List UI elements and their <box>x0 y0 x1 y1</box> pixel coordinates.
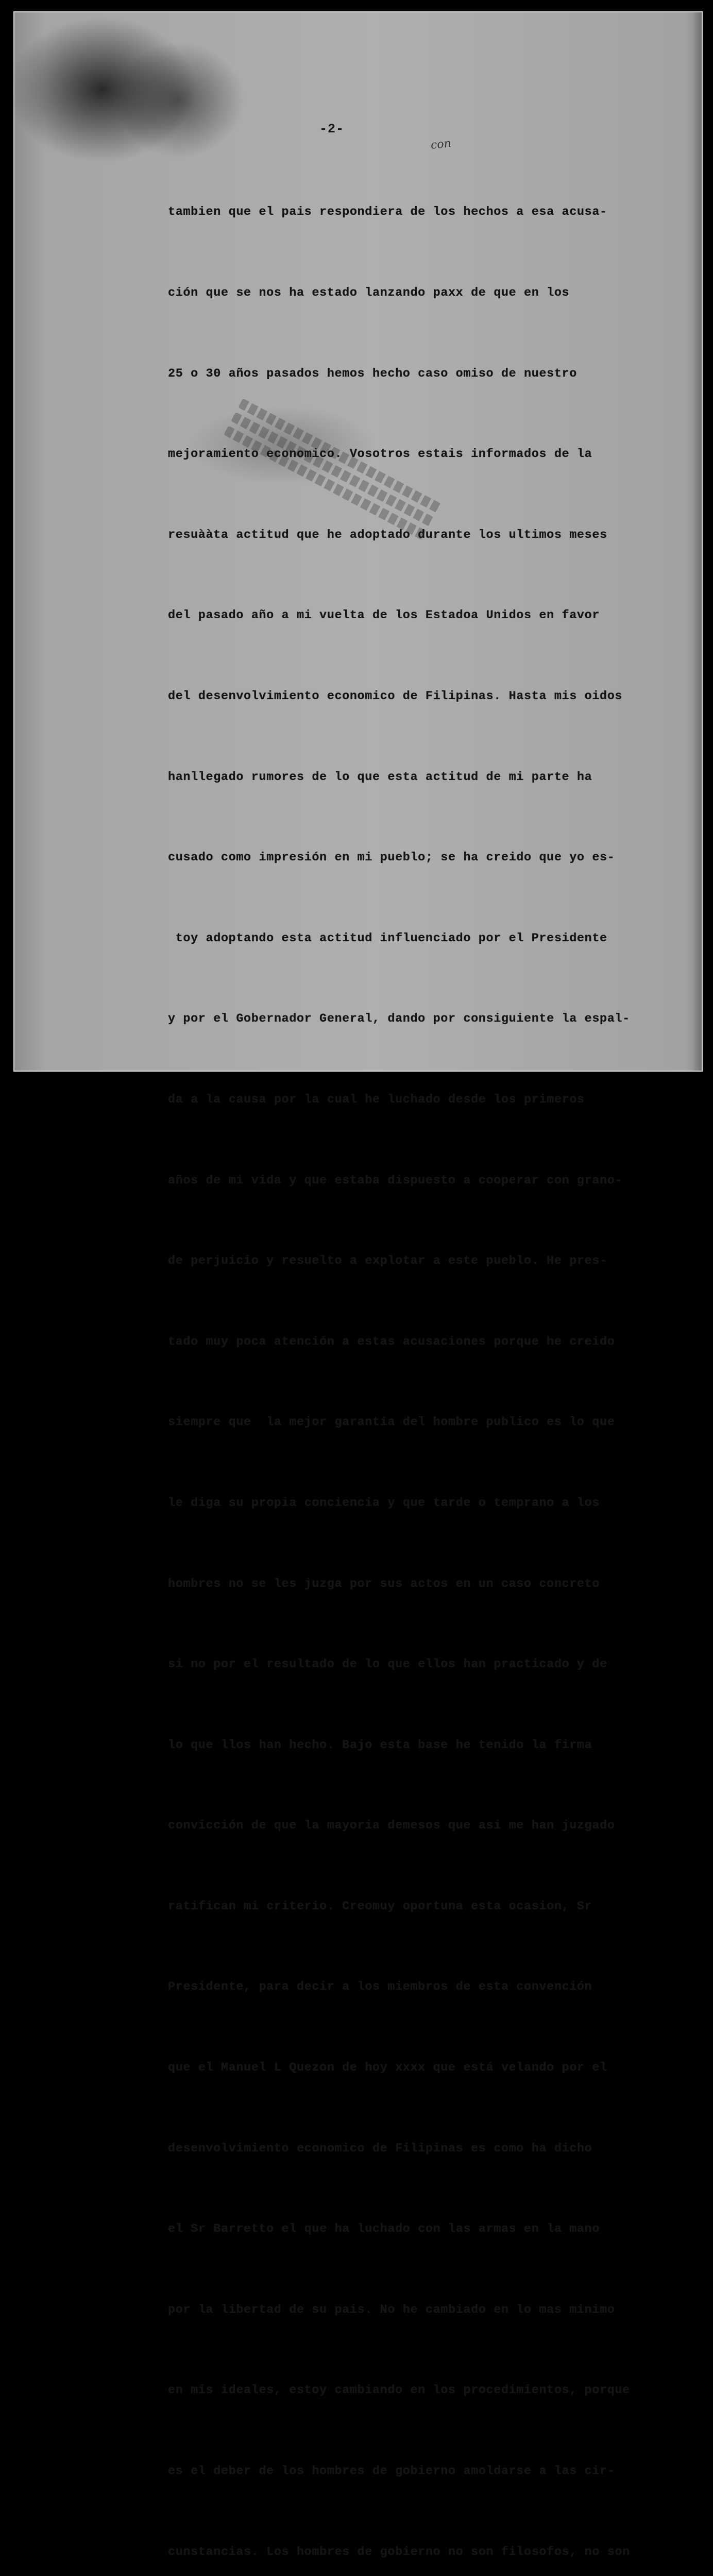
text-line: tado muy poca atención a estas acusaciones porque he creido <box>168 1334 615 1349</box>
text-line: resuààta actitud que he adoptado durante los ultimos meses <box>168 528 607 542</box>
text-line: convicción de que la mayoria demesos que asi me han juzgado <box>168 1819 615 1833</box>
text-line: si no por el resultado de lo que ellos han practicado y de <box>168 1657 607 1672</box>
text-line: le diga su propia conciencia y que tarde o temprano a los <box>168 1496 600 1510</box>
text-line: da a la causa por la cual he luchado desde los primeros <box>168 1092 585 1107</box>
text-line: que el Manuel L Quezon de hoy xxxx que está velando por el <box>168 2061 607 2075</box>
text-line: tambien que el pais respondiera de los hechos a esa acusa- <box>168 205 607 219</box>
text-line: toy adoptando esta actitud influenciado por el Presidente <box>168 931 607 945</box>
text-line: cusado como impresión en mi pueblo; se ha creido que yo es- <box>168 851 615 865</box>
text-line: por la libertad de su pais. No he cambiado en lo mas minimo <box>168 2302 615 2317</box>
text-line: Presidente, para decir a los miembros de esta convención <box>168 1980 592 1994</box>
handwritten-annotation: con <box>430 137 452 152</box>
typed-body-text <box>168 145 683 2576</box>
text-line: cunstancias. Los hombres de gobierno no son filosofos, no son <box>168 2545 630 2559</box>
text-line: de perjuicio y resuelto a explotar a este pueblo. He pres- <box>168 1254 607 1268</box>
text-line: mejoramiento economico. Vosotros estais informados de la <box>168 447 592 462</box>
text-line: del pasado año a mi vuelta de los Estadoa Unidos en favor <box>168 608 600 623</box>
text-line: desenvolvimiento economico de Filipinas es como ha dicho <box>168 2141 592 2156</box>
text-line: y por el Gobernador General, dando por consiguiente la espal- <box>168 1012 630 1026</box>
text-line: lo que llos han hecho. Bajo esta base he tenido la firma <box>168 1738 592 1752</box>
text-line: hombres no se les juzga por sus actos en un caso concreto <box>168 1577 600 1591</box>
text-line: del desenvolvimiento economico de Filipinas. Hasta mis oidos <box>168 689 623 703</box>
text-line: hanllegado rumores de lo que esta actitud de mi parte ha <box>168 770 592 784</box>
text-line: 25 o 30 años pasados hemos hecho caso omiso de nuestro <box>168 366 577 381</box>
paper-edge-shadow <box>692 12 702 1071</box>
text-line: es el deber de los hombres de gobierno amoldarse a las cir- <box>168 2464 615 2479</box>
text-line: años de mi vida y que estaba dispuesto a cooperar con grano- <box>168 1173 623 1188</box>
text-line: en mis ideales, estoy cambiando en los procedimientos, porque <box>168 2383 630 2398</box>
text-line: el Sr Barretto el que ha luchado con las armas en la mano <box>168 2222 600 2236</box>
text-line: ción que se nos ha estado lanzando paxx de que en los <box>168 286 570 300</box>
text-line: ratifican mi criterio. Creomuy oportuna esta ocasion, Sr <box>168 1899 592 1913</box>
text-line: siempre que la mejor garantía del hombre publico es lo que <box>168 1415 615 1430</box>
page-number: -2- <box>319 122 345 137</box>
